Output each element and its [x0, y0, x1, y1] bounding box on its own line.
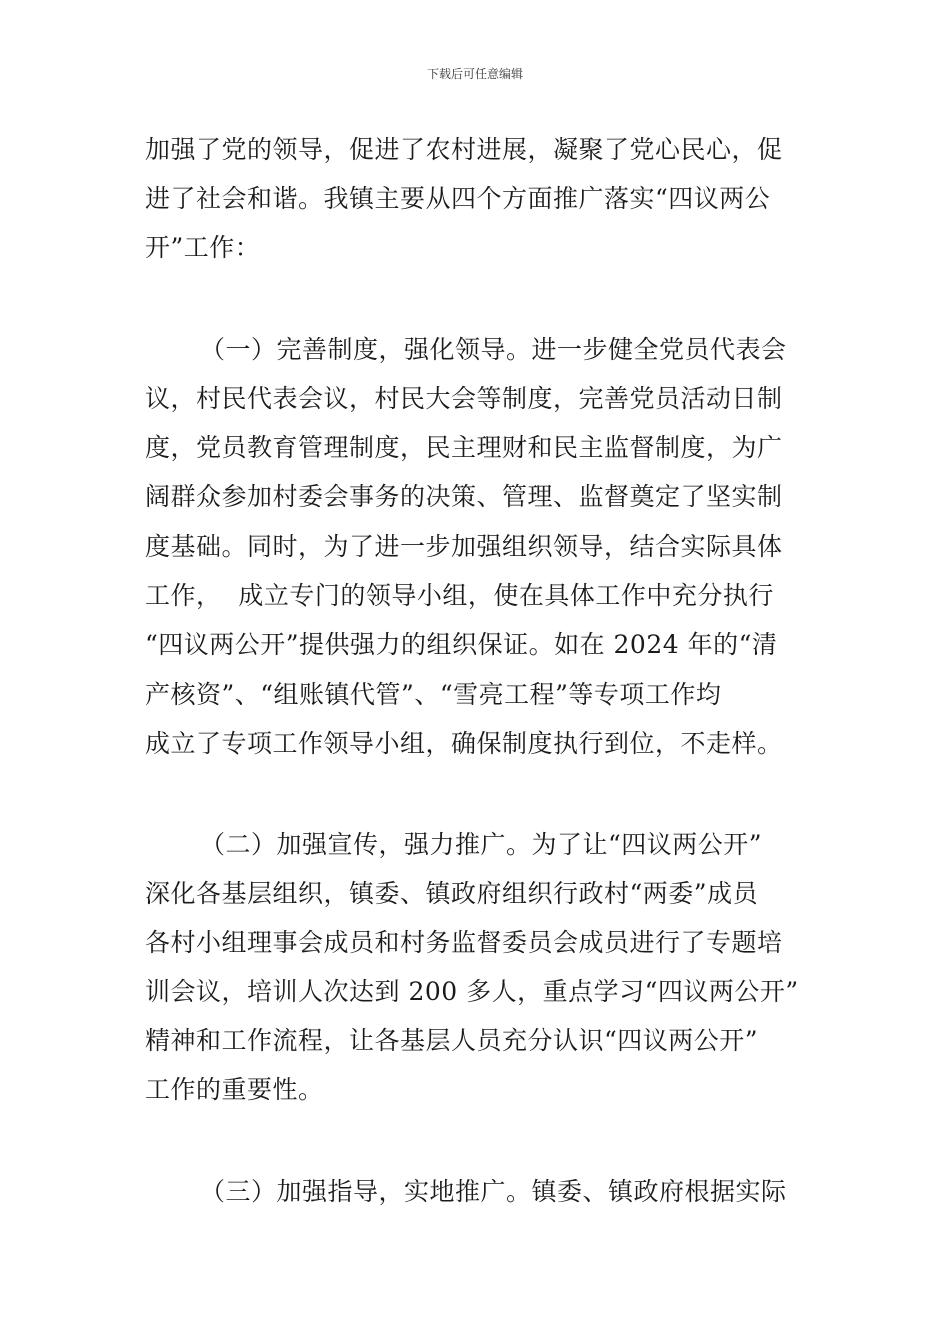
body-text-line: 成立了专项工作领导小组，确保制度执行到位，不走样。 [145, 729, 783, 758]
section-3-first-line: （三）加强指导，实地推广。镇委、镇政府根据实际 [200, 1177, 787, 1206]
section-2-first-line: （二）加强宣传，强力推广。为了让“四议两公开” [200, 830, 763, 859]
body-text-line: “四议两公开”提供强力的组织保证。如在 2024 年的“清 [145, 630, 778, 659]
body-text-line: 议，村民代表会议，村民大会等制度，完善党员活动日制 [145, 384, 783, 413]
body-text-line: 工作， 成立专门的领导小组，使在具体工作中充分执行 [145, 581, 774, 610]
body-text-line: 工作的重要性。 [145, 1075, 324, 1104]
body-text-line: 产核资”、“组账镇代管”、“雪亮工程”等专项工作均 [145, 680, 722, 709]
body-text-line: 深化各基层组织，镇委、镇政府组织行政村“两委”成员 [145, 879, 759, 908]
body-text-line: 阔群众参加村委会事务的决策、管理、监督奠定了坚实制 [145, 482, 783, 511]
body-text-line: 加强了党的领导，促进了农村进展，凝聚了党心民心，促 [145, 135, 783, 164]
body-text-line: 度，党员教育管理制度，民主理财和民主监督制度，为广 [145, 433, 783, 462]
page-header: 下载后可任意编辑 [426, 67, 523, 81]
body-text-line: 各村小组理事会成员和村务监督委员会成员进行了专题培 [145, 928, 783, 957]
body-text-line: 进了社会和谐。我镇主要从四个方面推广落实“四议两公 [145, 184, 771, 213]
body-text-line: 精神和工作流程，让各基层人员充分认识“四议两公开” [145, 1026, 759, 1055]
section-1-first-line: （一）完善制度，强化领导。进一步健全党员代表会 [200, 335, 787, 364]
body-text-line: 开”工作： [145, 233, 261, 262]
body-text-line: 度基础。同时，为了进一步加强组织领导，结合实际具体 [145, 532, 783, 561]
body-text-line: 训会议，培训人次达到 200 多人，重点学习“四议两公开” [145, 977, 799, 1006]
